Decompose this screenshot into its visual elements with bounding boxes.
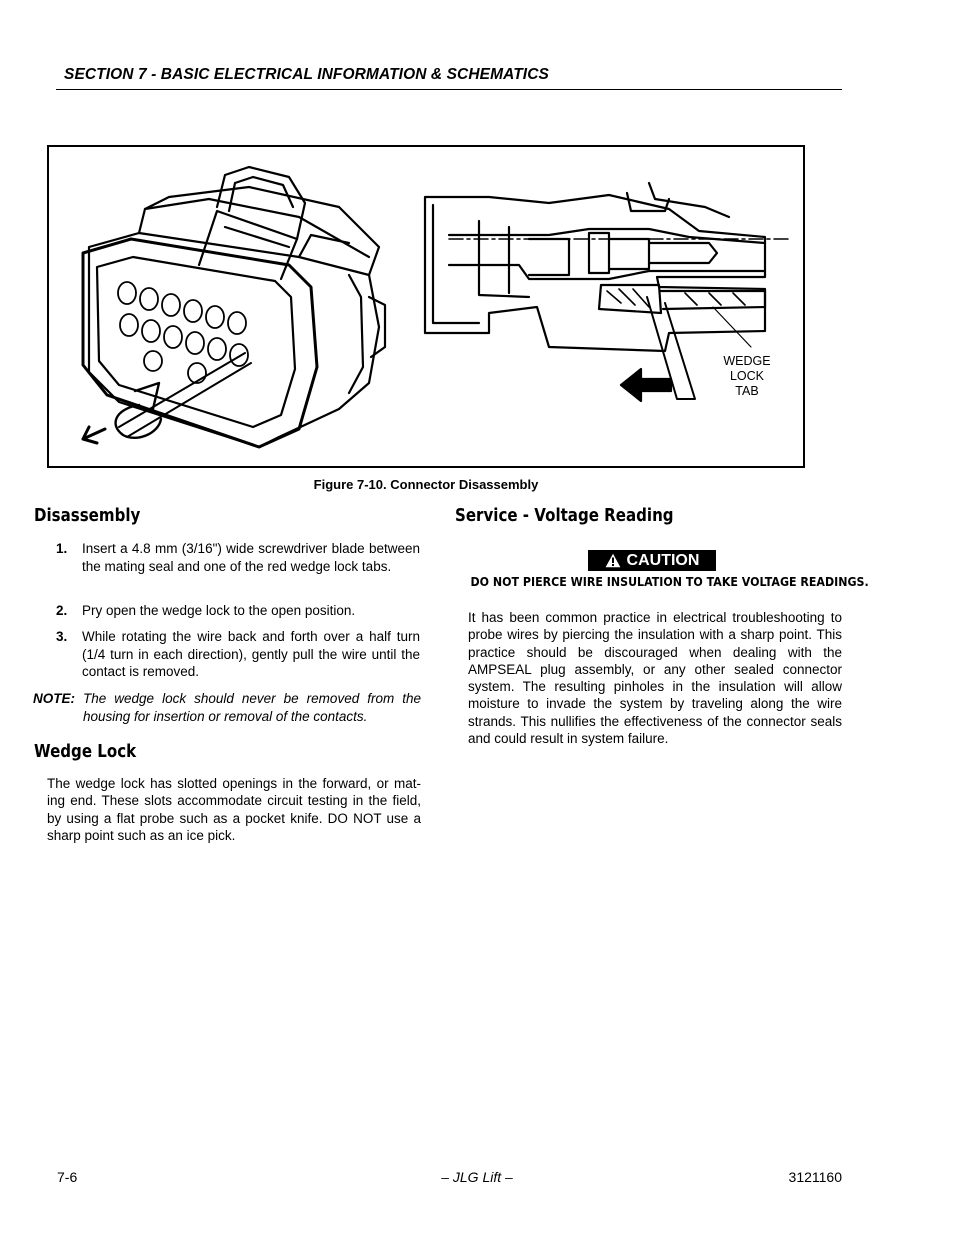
figure-connector-disassembly xyxy=(47,145,805,468)
connector-illustration xyxy=(49,147,803,466)
footer-page-number: 7-6 xyxy=(57,1169,78,1185)
list-item xyxy=(34,628,420,681)
footer-brand: – JLG Lift – xyxy=(441,1169,513,1185)
caution-label: CAUTION xyxy=(626,551,700,569)
label-line: TAB xyxy=(735,384,759,398)
footer-document-number: 3121160 xyxy=(788,1169,842,1185)
step-text: While rotating the wire back and forth over a half turn (1/4 turn in each direction), gently pull the wire until the contact is removed. xyxy=(82,629,420,679)
service-paragraph: It has been common practice in electrical troubleshooting to probe wires by piercing the insulation with a sharp point. This practice should be discouraged when dealing with the AMPSEAL plug assembly, or any other sealed connector system. The resulting pinholes in the insulation will allow moisture to invade the system by traveling along the wire strands. This nullifies the effectiveness of the connector seals and could result in system failure. xyxy=(468,610,842,747)
step-number: 3. xyxy=(56,629,68,644)
note-text: The wedge lock should never be removed from the housing for insertion or removal of the contacts. xyxy=(83,691,421,724)
wedge-lock-tab-label xyxy=(717,354,777,399)
caution-text: DO NOT PIERCE WIRE INSULATION TO TAKE VOLTAGE READINGS. xyxy=(470,575,869,589)
heading-wedge-lock: Wedge Lock xyxy=(34,742,137,762)
step-number: 2. xyxy=(56,603,68,618)
header-divider xyxy=(56,89,842,90)
section-header-title: SECTION 7 - BASIC ELECTRICAL INFORMATION & SCHEMATICS xyxy=(64,66,549,83)
list-item xyxy=(34,540,420,575)
heading-disassembly: Disassembly xyxy=(34,506,141,526)
step-number: 1. xyxy=(56,541,68,556)
step-text: Pry open the wedge lock to the open position. xyxy=(82,603,356,618)
note-block xyxy=(33,690,421,725)
caution-badge xyxy=(588,550,716,571)
figure-caption: Figure 7-10. Connector Disassembly xyxy=(313,477,539,492)
heading-service-voltage-reading: Service - Voltage Reading xyxy=(455,506,674,526)
warning-triangle-icon xyxy=(605,553,621,568)
step-text: Insert a 4.8 mm (3/16") wide screwdriver blade between the mating seal and one of the red wedge lock tabs. xyxy=(82,541,420,574)
label-line: WEDGE xyxy=(723,354,771,368)
wedge-lock-paragraph: The wedge lock has slotted openings in the forward, or mat-ing end. These slots accommodate circuit testing in the field, by using a flat probe such as a pocket knife. DO NOT use a sharp point such as an ice pick. xyxy=(47,776,421,843)
note-label: NOTE: xyxy=(33,691,75,706)
list-item xyxy=(34,602,420,620)
label-line: LOCK xyxy=(729,369,765,383)
